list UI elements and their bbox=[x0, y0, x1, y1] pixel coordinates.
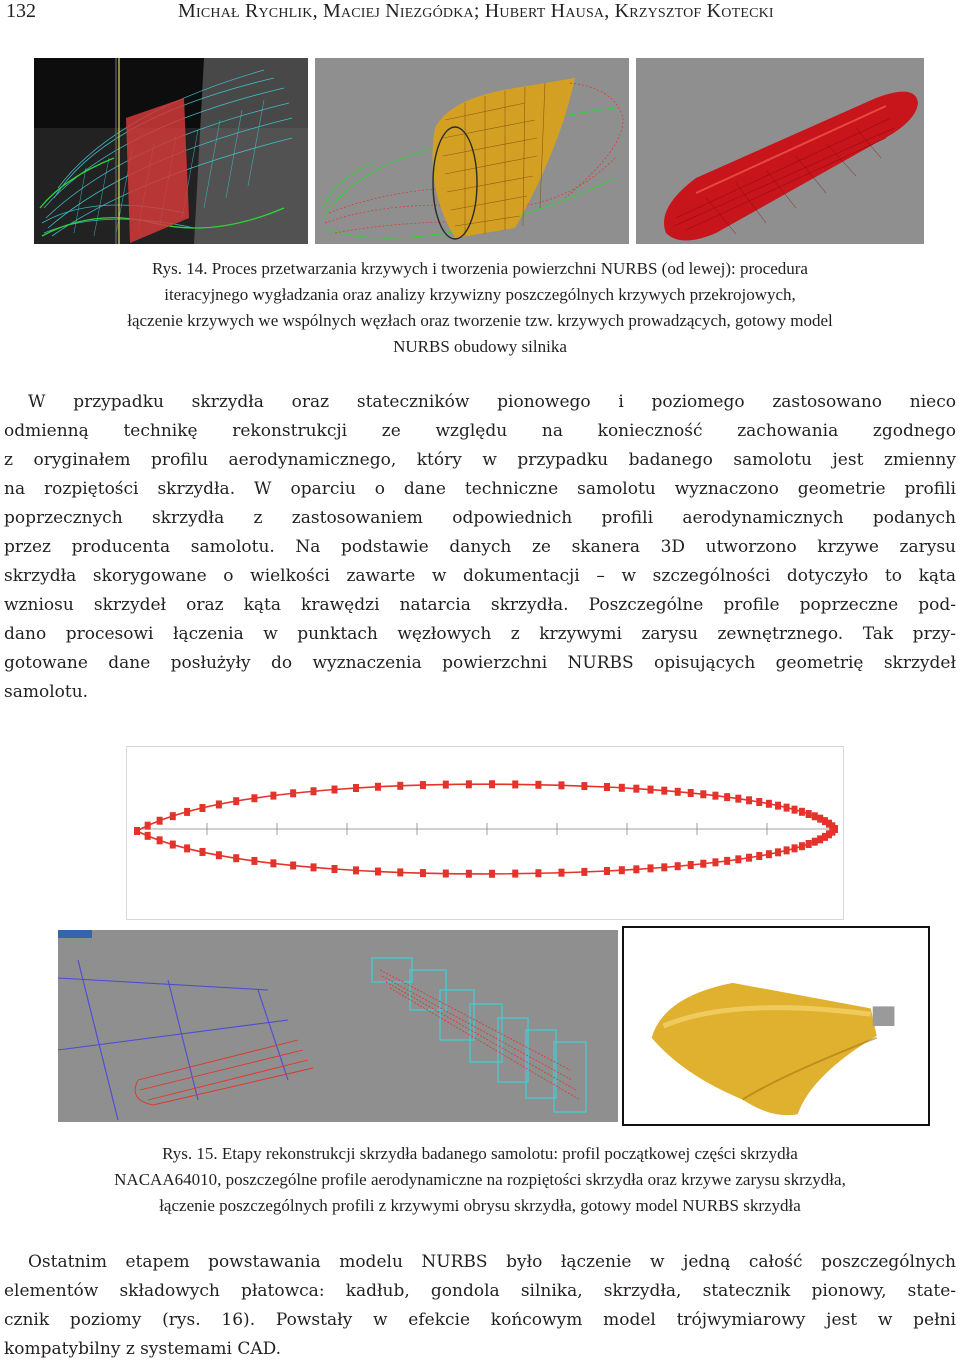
airfoil-control-node bbox=[700, 860, 706, 868]
figure14-panel-nurbs-model bbox=[636, 58, 924, 244]
airfoil-control-node bbox=[184, 808, 190, 816]
airfoil-control-node bbox=[756, 798, 762, 806]
figure14-panel-curve-smoothing bbox=[34, 58, 308, 244]
airfoil-control-node bbox=[290, 789, 296, 797]
airfoil-control-node bbox=[766, 850, 772, 858]
paragraph2-line: Ostatnim etapem powstawania modelu NURBS było łączenie w jedną całość poszczególnych bbox=[28, 1252, 956, 1272]
figure15-panel-profiles-span bbox=[58, 930, 340, 1122]
airfoil-control-node bbox=[535, 781, 541, 789]
paragraph2-line: kompatybilny z systemami CAD. bbox=[4, 1339, 282, 1359]
airfoil-control-node bbox=[216, 800, 222, 808]
airfoil-control-node bbox=[134, 827, 140, 835]
airfoil-control-node bbox=[489, 870, 495, 878]
airfoil-control-node bbox=[216, 851, 222, 859]
airfoil-control-node bbox=[604, 783, 610, 791]
airfoil-control-node bbox=[799, 808, 805, 816]
paragraph1-line: skrzydła skorygowane o wielkości zawarte w dokumentacji – w szczególności dotyczyło to kąta bbox=[4, 566, 956, 586]
figure14-caption-line-2: iteracyjnego wygładzania oraz analizy krzywizny poszczególnych krzywych przekrojowych, bbox=[164, 285, 796, 304]
paragraph1-line: samolotu. bbox=[4, 682, 89, 702]
paragraph-final-assembly bbox=[4, 1248, 956, 1364]
airfoil-control-node bbox=[806, 840, 812, 848]
figure15-caption bbox=[0, 1141, 960, 1219]
airfoil-control-node bbox=[397, 782, 403, 790]
airfoil-control-node bbox=[581, 782, 587, 790]
airfoil-control-node bbox=[648, 864, 654, 872]
airfoil-control-node bbox=[766, 800, 772, 808]
airfoil-control-node bbox=[170, 841, 176, 849]
airfoil-control-node bbox=[332, 786, 338, 794]
figure14-panel-guide-curves bbox=[315, 58, 629, 244]
airfoil-control-node bbox=[746, 854, 752, 862]
airfoil-control-node bbox=[353, 784, 359, 792]
airfoil-control-node bbox=[443, 870, 449, 878]
airfoil-control-node bbox=[661, 863, 667, 871]
paragraph1-line: wzniosu skrzydeł oraz kąta krawędzi natarcia skrzydła. Poszczególne profile poprzeczne pod- bbox=[4, 595, 956, 615]
airfoil-control-node bbox=[170, 812, 176, 820]
figure15-caption-line-3: łączenie poszczególnych profili z krzywymi obrysu skrzydła, gotowy model NURBS skrzydła bbox=[159, 1196, 801, 1215]
page-number: 132 bbox=[6, 0, 36, 22]
paragraph-wing-reconstruction bbox=[4, 388, 956, 707]
airfoil-control-node bbox=[145, 822, 151, 830]
airfoil-control-node bbox=[375, 868, 381, 876]
airfoil-control-node bbox=[558, 781, 564, 789]
figure14-caption-line-1: Rys. 14. Proces przetwarzania krzywych i tworzenia powierzchni NURBS (od lewej): procedura bbox=[152, 259, 808, 278]
airfoil-control-node bbox=[806, 810, 812, 818]
airfoil-control-node bbox=[251, 857, 257, 865]
page-header bbox=[0, 0, 960, 36]
airfoil-control-node bbox=[157, 836, 163, 844]
paragraph1-line: odmienną technikę rekonstrukcji ze względu na konieczność zachowania zgodnego bbox=[4, 421, 956, 441]
airfoil-control-node bbox=[145, 832, 151, 840]
airfoil-control-node bbox=[466, 870, 472, 878]
airfoil-control-node bbox=[735, 795, 741, 803]
figure14-caption-line-4: NURBS obudowy silnika bbox=[393, 337, 567, 356]
airfoil-control-node bbox=[675, 788, 681, 796]
airfoil-control-node bbox=[724, 857, 730, 865]
airfoil-control-node bbox=[157, 817, 163, 825]
airfoil-control-node bbox=[581, 868, 587, 876]
airfoil-control-node bbox=[233, 854, 239, 862]
paragraph2-line: elementów składowych płatowca: kadłub, gondola silnika, skrzydła, statecznik pionowy, state- bbox=[4, 1281, 956, 1301]
airfoil-control-node bbox=[420, 869, 426, 877]
airfoil-control-node bbox=[648, 786, 654, 794]
airfoil-control-node bbox=[661, 787, 667, 795]
figure15-panel-profile-joining bbox=[340, 930, 618, 1122]
airfoil-control-node bbox=[799, 842, 805, 850]
airfoil-control-node bbox=[784, 846, 790, 854]
figure15-panel-nurbs-wing bbox=[622, 926, 930, 1126]
airfoil-control-node bbox=[633, 865, 639, 873]
airfoil-control-node bbox=[443, 781, 449, 789]
airfoil-control-node bbox=[792, 844, 798, 852]
airfoil-control-node bbox=[775, 802, 781, 810]
airfoil-control-node bbox=[756, 852, 762, 860]
figure15-panel-airfoil-profile bbox=[126, 746, 844, 920]
airfoil-control-node bbox=[633, 785, 639, 793]
figure15-caption-line-2: NACAA64010, poszczególne profile aerodynamiczne na rozpiętości skrzydła oraz krzywe zarysu skrzydła, bbox=[114, 1170, 846, 1189]
airfoil-control-node bbox=[700, 790, 706, 798]
airfoil-control-node bbox=[251, 794, 257, 802]
airfoil-control-node bbox=[688, 861, 694, 869]
airfoil-control-node bbox=[290, 861, 296, 869]
figure15-caption-line-1: Rys. 15. Etapy rekonstrukcji skrzydła badanego samolotu: profil początkowej części skrzydła bbox=[162, 1144, 798, 1163]
paragraph1-line: poprzecznych skrzydła z zastosowaniem odpowiednich profili aerodynamicznych podanych bbox=[4, 508, 956, 528]
airfoil-control-node bbox=[233, 797, 239, 805]
airfoil-control-node bbox=[311, 787, 317, 795]
airfoil-control-node bbox=[332, 865, 338, 873]
airfoil-control-node bbox=[199, 804, 205, 812]
figure14-caption-line-3: łączenie krzywych we wspólnych węzłach oraz tworzenie tzw. krzywych prowadzących, gotowy model bbox=[127, 311, 833, 330]
paragraph1-line: przez producenta samolotu. Na podstawie danych ze skanera 3D utworzono krzywe zarysu bbox=[4, 537, 956, 557]
airfoil-control-node bbox=[184, 844, 190, 852]
airfoil-control-node bbox=[775, 848, 781, 856]
airfoil-control-node bbox=[489, 780, 495, 788]
airfoil-control-node bbox=[619, 866, 625, 874]
airfoil-control-node bbox=[712, 858, 718, 866]
airfoil-control-node bbox=[270, 859, 276, 867]
airfoil-control-node bbox=[619, 784, 625, 792]
airfoil-control-node bbox=[375, 783, 381, 791]
airfoil-control-node bbox=[420, 781, 426, 789]
airfoil-control-node bbox=[512, 870, 518, 878]
airfoil-control-node bbox=[199, 848, 205, 856]
airfoil-control-node bbox=[712, 792, 718, 800]
airfoil-control-node bbox=[735, 855, 741, 863]
airfoil-control-node bbox=[784, 804, 790, 812]
airfoil-control-node bbox=[817, 835, 823, 843]
airfoil-control-node bbox=[812, 812, 818, 820]
airfoil-control-node bbox=[311, 863, 317, 871]
airfoil-control-node bbox=[512, 780, 518, 788]
airfoil-control-node bbox=[353, 866, 359, 874]
paragraph2-line: cznik poziomy (rys. 16). Powstały w efekcie końcowym model trójwymiarowy jest w pełni bbox=[4, 1310, 956, 1330]
paragraph1-line: W przypadku skrzydła oraz stateczników pionowego i poziomego zastosowano nieco bbox=[28, 392, 956, 412]
airfoil-control-node bbox=[812, 838, 818, 846]
paragraph1-line: gotowane dane posłużyły do wyznaczenia powierzchni NURBS opisujących geometrię skrzydeł bbox=[4, 653, 956, 673]
airfoil-control-node bbox=[397, 868, 403, 876]
airfoil-control-node bbox=[675, 862, 681, 870]
airfoil-control-node bbox=[724, 793, 730, 801]
airfoil-control-node bbox=[792, 806, 798, 814]
paragraph1-line: na rozpiętości skrzydła. W oparciu o dane techniczne samolotu wyznaczono geometrie profili bbox=[4, 479, 956, 499]
airfoil-control-node bbox=[558, 869, 564, 877]
paragraph1-line: dano procesowi łączenia w punktach węzłowych z krzywymi zarysu zewnętrznego. Tak przy- bbox=[4, 624, 956, 644]
airfoil-control-node bbox=[466, 780, 472, 788]
airfoil-control-node bbox=[270, 792, 276, 800]
paragraph1-line: z oryginałem profilu aerodynamicznego, który w przypadku badanego samolotu jest zmienny bbox=[4, 450, 956, 470]
airfoil-control-node bbox=[746, 796, 752, 804]
airfoil-control-node bbox=[688, 789, 694, 797]
airfoil-control-node bbox=[604, 867, 610, 875]
running-title: Michał Rychlik, Maciej Niezgódka; Hubert Hausa, Krzysztof Kotecki bbox=[178, 0, 774, 22]
figure14-caption bbox=[0, 256, 960, 360]
airfoil-control-node bbox=[535, 869, 541, 877]
